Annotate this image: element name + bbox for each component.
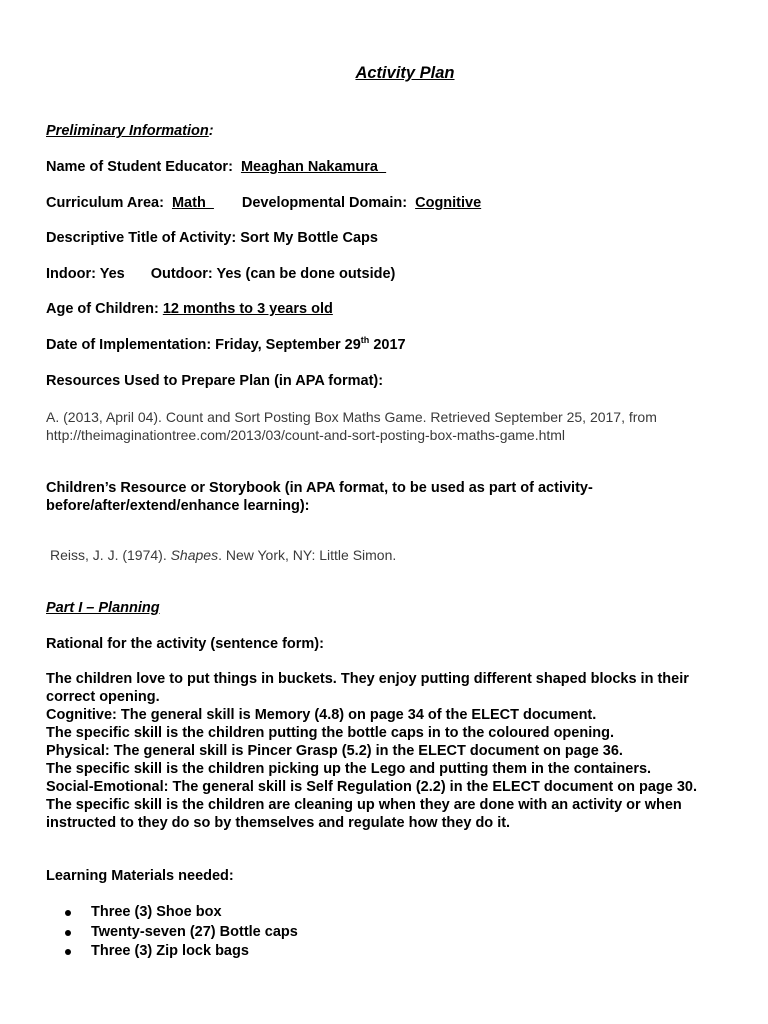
preliminary-heading [46, 122, 214, 140]
date-superscript: th [360, 335, 370, 346]
domain-label: Developmental Domain: [241, 195, 408, 211]
storybook-heading-line: Children’s Resource or Storybook (in APA format, to be used as part of activity- [46, 480, 593, 496]
curriculum-value: Math_ [171, 195, 214, 211]
materials-heading: Learning Materials needed: [46, 868, 234, 884]
rationale-paragraph [46, 670, 736, 832]
rationale-line: Cognitive: The general skill is Memory (4.8) on page 34 of the ELECT document. [46, 707, 597, 723]
outdoor-text: Outdoor: Yes (can be done outside) [150, 266, 396, 282]
storybook-heading-line: before/after/extend/enhance learning): [46, 498, 310, 514]
bullet-icon [65, 910, 71, 916]
material-text: Three (3) Zip lock bags [91, 943, 249, 959]
bullet-icon [65, 930, 71, 936]
storybook-title: Shapes [170, 547, 219, 563]
educator-label: Name of Student Educator: [46, 159, 233, 175]
educator-value: Meaghan Nakamura_ [240, 159, 387, 175]
rationale-line: The specific skill is the children picking up the Lego and putting them in the containers. [46, 761, 652, 777]
rationale-line: Social-Emotional: The general skill is Self Regulation (2.2) in the ELECT document on page 30. [46, 779, 697, 795]
curriculum-label: Curriculum Area: [46, 195, 164, 211]
rationale-line: The specific skill is the children are cleaning up when they are done with an activity or when [46, 797, 682, 813]
rationale-line: correct opening. [46, 689, 160, 705]
planning-heading-text: Part I – Planning [46, 600, 160, 616]
storybook-citation [50, 546, 396, 564]
materials-list-item [63, 903, 298, 923]
document-title: Activity Plan [355, 64, 455, 82]
preliminary-heading-colon: : [208, 123, 214, 139]
age-label: Age of Children: [46, 301, 159, 317]
rationale-line: The specific skill is the children putting the bottle caps in to the coloured opening. [46, 725, 614, 741]
materials-list [63, 903, 298, 962]
location-line [46, 265, 395, 283]
storybook-heading [46, 479, 736, 515]
rationale-line: Physical: The general skill is Pincer Grasp (5.2) in the ELECT document on page 36. [46, 743, 623, 759]
resource-citation [46, 408, 657, 444]
rationale-line: instructed to they do so by themselves and regulate how they do it. [46, 815, 511, 831]
planning-heading [46, 599, 160, 617]
curriculum-line [46, 194, 481, 212]
activity-title-line: Descriptive Title of Activity: Sort My Bottle Caps [46, 230, 378, 246]
materials-list-item [63, 942, 298, 962]
material-text: Twenty-seven (27) Bottle caps [91, 923, 298, 940]
date-label: Date of Implementation: Friday, September 29 [46, 337, 361, 353]
rationale-heading: Rational for the activity (sentence form): [46, 636, 324, 652]
resource-line: A. (2013, April 04). Count and Sort Posting Box Maths Game. Retrieved September 25, 2017, from [46, 409, 657, 425]
materials-list-item [63, 923, 298, 943]
indoor-text: Indoor: Yes [46, 266, 125, 282]
rationale-line: The children love to put things in buckets. They enjoy putting different shaped blocks in their [46, 671, 689, 687]
resource-url: http://theimaginationtree.com/2013/03/count-and-sort-posting-box-maths-game.html [46, 427, 566, 443]
age-line [46, 300, 333, 318]
date-line [46, 336, 406, 354]
bullet-icon [65, 949, 71, 955]
storybook-publisher: . New York, NY: Little Simon. [218, 547, 397, 563]
age-value: 12 months to 3 years old [162, 301, 333, 317]
resources-heading: Resources Used to Prepare Plan (in APA format): [46, 373, 384, 389]
domain-value: Cognitive [415, 195, 482, 211]
storybook-author: Reiss, J. J. (1974). [50, 547, 171, 563]
material-text: Three (3) Shoe box [91, 904, 222, 920]
educator-line [46, 158, 386, 176]
preliminary-heading-text: Preliminary Information [46, 123, 209, 139]
date-year: 2017 [373, 337, 406, 353]
